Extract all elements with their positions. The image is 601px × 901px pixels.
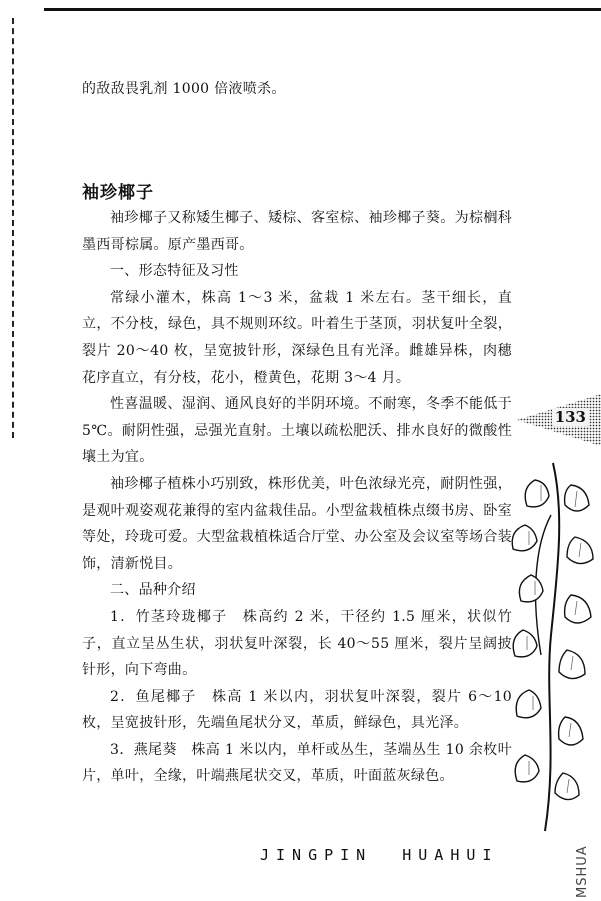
paragraph-uses: 袖珍椰子植株小巧别致，株形优美，叶色浓绿光亮，耐阴性强，是观叶观姿观花兼得的室内盆栽佳品。小型盆栽植株点缀书房、卧室等处，玲珑可爱。大型盆栽植株适合厅堂、办公室及会议室等场合装饰，清新悦目。 bbox=[82, 475, 512, 572]
paragraph-morphology: 常绿小灌木，株高 1～3 米，盆栽 1 米左右。茎干细长，直立，不分枝，绿色，具不规则环纹。叶着生于茎顶，羽状复叶全裂，裂片 20～40 枚，呈宽披针形，深绿色且有光泽。雌雄异株，肉穗花序直立，有分枝，花小，橙黄色，花期 3～4 月。 bbox=[82, 289, 512, 386]
continuation-text: 的敌敌畏乳剂 1000 倍液喷杀。 bbox=[82, 81, 286, 97]
variety-2: 2．鱼尾椰子 株高 1 米以内，羽状复叶深裂，裂片 6～10 枚，呈宽披针形，先端鱼尾状分叉，革质，鲜绿色，具光泽。 bbox=[82, 688, 512, 732]
section-heading: 袖珍椰子 bbox=[82, 183, 154, 203]
page-number: 133 bbox=[552, 408, 589, 426]
ivy-vine-illustration bbox=[505, 455, 601, 835]
page-footer: JINGPIN HUAHUI bbox=[260, 846, 499, 864]
watermark bbox=[571, 810, 601, 900]
binding-gutter bbox=[12, 18, 14, 438]
paragraph-habit: 性喜温暖、湿润、通风良好的半阴环境。不耐寒，冬季不能低于 5℃。耐阴性强，忌强光直射。土壤以疏松肥沃、排水良好的微酸性壤土为宜。 bbox=[82, 396, 512, 466]
paragraph-intro: 袖珍椰子又称矮生椰子、矮棕、客室棕、袖珍椰子葵。为棕榈科墨西哥棕属。原产墨西哥。 bbox=[82, 210, 512, 253]
watermark-text: MSHUA bbox=[575, 845, 590, 898]
variety-3: 3．燕尾葵 株高 1 米以内，单杆或丛生，茎端丛生 10 余枚叶片，单叶，全缘，叶端燕尾状交叉，革质，叶面蓝灰绿色。 bbox=[82, 741, 512, 785]
body-text bbox=[82, 205, 512, 790]
subheading-varieties: 二、品种介绍 bbox=[110, 582, 196, 599]
variety-1: 1．竹茎玲珑椰子 株高约 2 米，干径约 1.5 厘米，状似竹子，直立呈丛生状，羽状复叶深裂，长 40～55 厘米，裂片呈阔披针形，向下弯曲。 bbox=[82, 608, 512, 679]
subheading-morphology: 一、形态特征及习性 bbox=[110, 263, 239, 280]
top-rule bbox=[44, 8, 601, 11]
